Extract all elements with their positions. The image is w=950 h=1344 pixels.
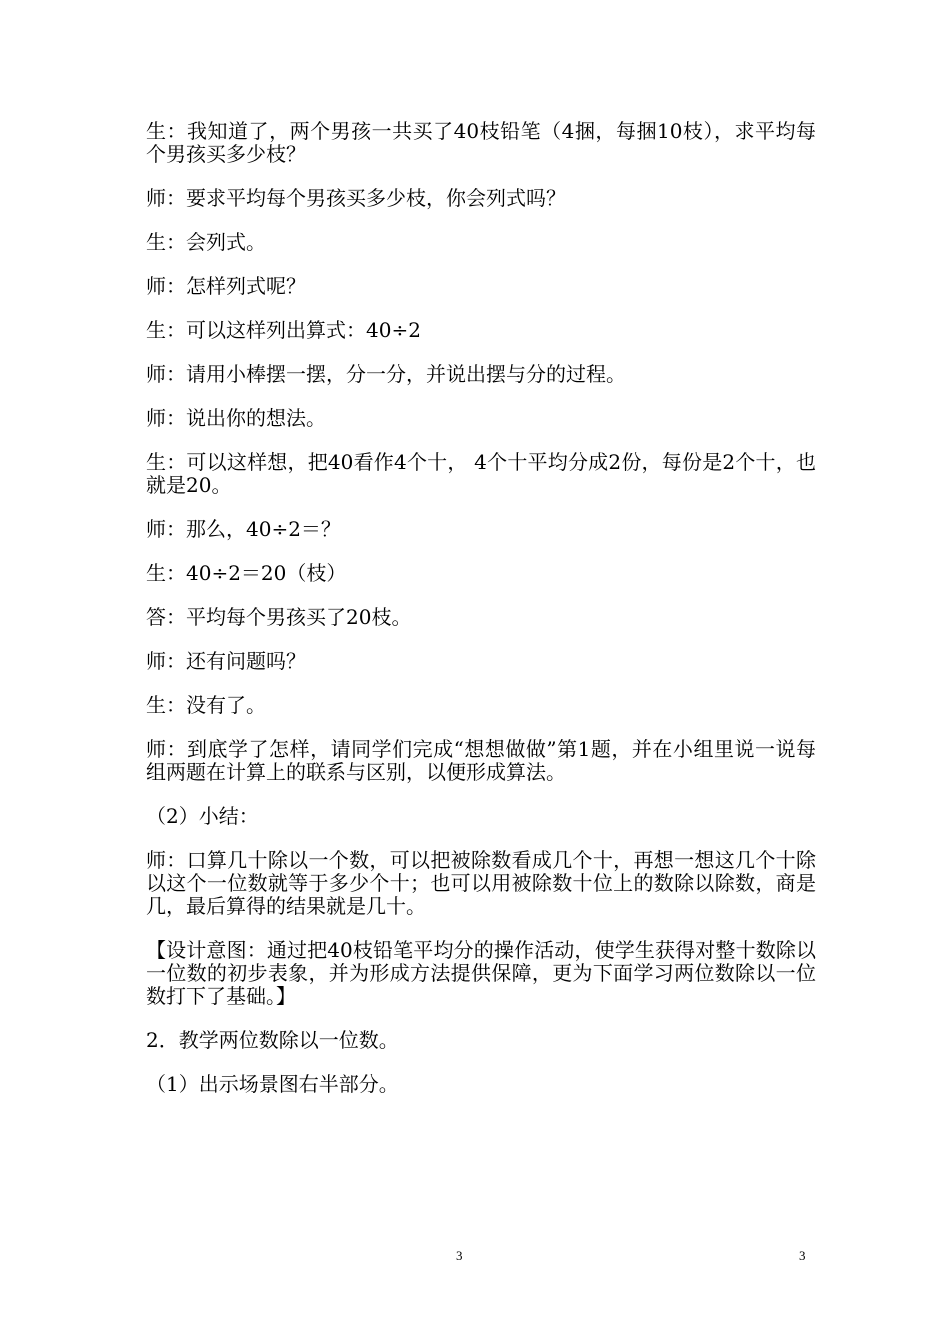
paragraph-11: 答：平均每个男孩买了20枝。 <box>146 605 412 629</box>
paragraph-3: 生：会列式。 <box>146 230 266 254</box>
paragraph-2: 师：要求平均每个男孩买多少枝，你会列式吗？ <box>146 186 566 210</box>
paragraph-12: 师：还有问题吗？ <box>146 649 306 673</box>
paragraph-4: 师：怎样列式呢？ <box>146 274 306 298</box>
paragraph-15: （2）小结： <box>146 804 259 828</box>
paragraph-13: 生：没有了。 <box>146 693 266 717</box>
paragraph-17: 【设计意图：通过把40枝铅笔平均分的操作活动，使学生获得对整十数除以一位数的初步表象，并为形成方法提供保障，更为下面学习两位数除以一位数打下了基础。】 <box>146 938 816 1008</box>
paragraph-14: 师：到底学了怎样，请同学们完成“想想做做”第1题，并在小组里说一说每组两题在计算上的联系与区别，以便形成算法。 <box>146 737 816 784</box>
paragraph-7: 师：说出你的想法。 <box>146 406 326 430</box>
paragraph-16: 师：口算几十除以一个数，可以把被除数看成几个十，再想一想这几个十除以这个一位数就等于多少个十；也可以用被除数十位上的数除以除数，商是几，最后算得的结果就是几十。 <box>146 848 816 918</box>
paragraph-5: 生：可以这样列出算式：40÷2 <box>146 318 421 342</box>
page-number-center: 3 <box>456 1248 463 1263</box>
paragraph-1: 生：我知道了，两个男孩一共买了40枝铅笔（4捆，每捆10枝），求平均每个男孩买多少枝？ <box>146 119 816 166</box>
paragraph-10: 生：40÷2＝20（枝） <box>146 561 347 585</box>
page-number-right: 3 <box>799 1248 806 1263</box>
paragraph-9: 师：那么，40÷2＝？ <box>146 517 341 541</box>
paragraph-8: 生：可以这样想，把40看作4个十， 4个十平均分成2份，每份是2个十，也就是20。 <box>146 450 816 497</box>
paragraph-19: （1）出示场景图右半部分。 <box>146 1072 399 1096</box>
paragraph-6: 师：请用小棒摆一摆，分一分，并说出摆与分的过程。 <box>146 362 626 386</box>
paragraph-18: 2．教学两位数除以一位数。 <box>146 1028 399 1052</box>
document-body <box>146 120 816 1117</box>
